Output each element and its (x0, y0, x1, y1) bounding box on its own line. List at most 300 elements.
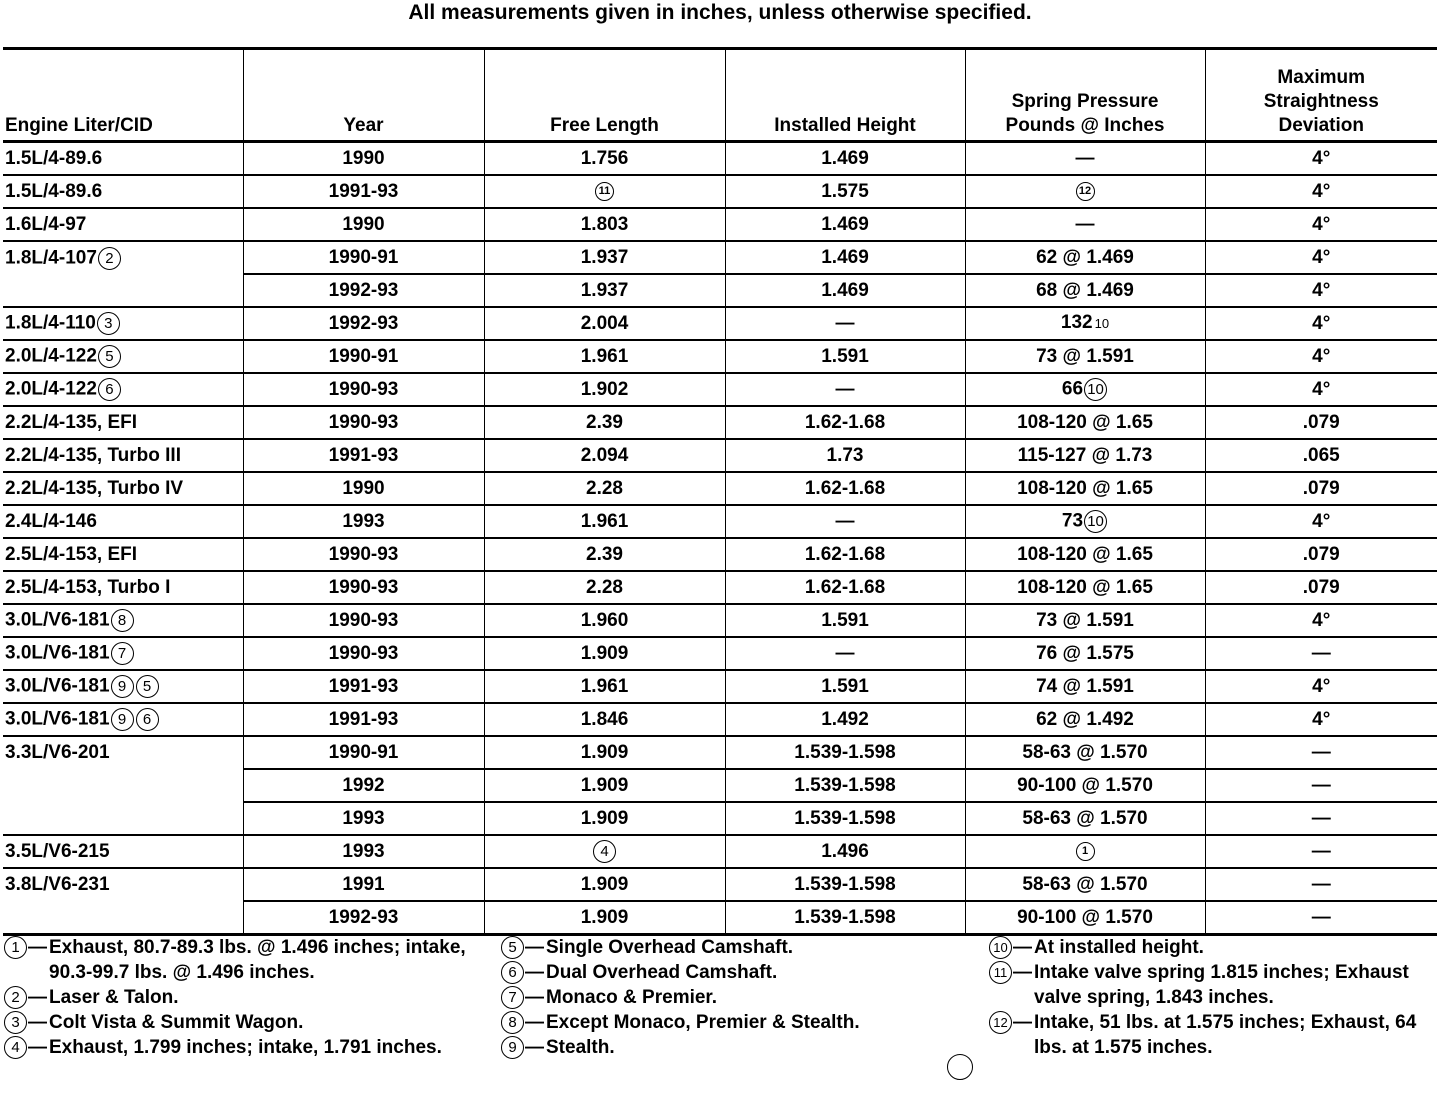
footnote-text: Exhaust, 80.7-89.3 lbs. @ 1.496 inches; intake, 90.3-99.7 lbs. @ 1.496 inches. (49, 937, 466, 983)
table-row (3, 868, 1437, 901)
free-length-cell (484, 802, 725, 835)
deviation-cell (1205, 538, 1437, 571)
deviation-cell (1205, 175, 1437, 208)
free-length-cell (484, 835, 725, 868)
deviation-cell (1205, 835, 1437, 868)
table-body (3, 142, 1437, 935)
installed-height-cell-text: 1.62-1.68 (804, 576, 886, 598)
footnote-item (500, 935, 940, 960)
footnote-marker-icon: 11 (595, 182, 614, 201)
footnote-marker-icon: 9 (111, 708, 134, 731)
engine-cell (3, 406, 243, 439)
spring-pressure-cell (965, 571, 1205, 604)
footnote-marker-icon: 6 (136, 708, 159, 731)
deviation-cell-text: — (1311, 741, 1331, 763)
deviation-cell-text: 4° (1312, 312, 1331, 334)
free-length-cell (484, 604, 725, 637)
footnote-marker-icon: 10 (989, 936, 1012, 959)
spring-pressure-cell (965, 703, 1205, 736)
engine-text: 2.5L/4-153, Turbo I (5, 576, 171, 598)
deviation-cell (1205, 307, 1437, 340)
free-length-cell-text: 1.902 (580, 378, 629, 400)
engine-cell (3, 373, 243, 406)
table-row (3, 142, 1437, 176)
table-row (3, 373, 1437, 406)
footnote-dash: — (28, 937, 47, 958)
footnote-item (500, 960, 940, 985)
deviation-cell-text: — (1311, 774, 1331, 796)
footnote-dash: — (525, 937, 544, 958)
installed-height-cell-text: 1.62-1.68 (804, 543, 886, 565)
free-length-cell-text: 2.28 (586, 576, 623, 598)
spring-pressure-cell (965, 472, 1205, 505)
free-length-cell-text: 1.909 (580, 906, 629, 928)
engine-cell (3, 538, 243, 571)
table-row (3, 637, 1437, 670)
engine-text: 2.2L/4-135, Turbo IV (5, 477, 184, 499)
engine-text: 2.2L/4-135, EFI (5, 411, 138, 433)
free-length-cell (484, 769, 725, 802)
free-length-cell-text: 1.960 (580, 609, 629, 631)
footnote-item (500, 1010, 940, 1035)
valve-spring-spec-table (3, 47, 1437, 936)
free-length-cell-text: 1.909 (580, 873, 629, 895)
footnote-marker-icon: 1 (1076, 842, 1095, 861)
footnote-marker-icon: 2 (4, 986, 27, 1009)
deviation-cell (1205, 340, 1437, 373)
footnote-ref-text: 10 (1094, 316, 1110, 331)
spring-pressure-cell (965, 538, 1205, 571)
installed-height-cell (725, 505, 965, 538)
engine-cell (3, 439, 243, 472)
spring-pressure-cell-text: 62 @ 1.492 (1036, 708, 1134, 730)
spring-pressure-cell (965, 802, 1205, 835)
footnote-text: At installed height. (1034, 937, 1204, 958)
engine-text: 2.2L/4-135, Turbo III (5, 444, 181, 466)
year-cell (243, 208, 484, 241)
free-length-cell-text: 1.961 (580, 675, 629, 697)
free-length-cell-text: 1.756 (580, 147, 629, 169)
spring-pressure-cell-text: — (1075, 147, 1095, 169)
deviation-cell-text: — (1311, 906, 1331, 928)
footnote-dash: — (28, 1012, 47, 1033)
installed-height-cell (725, 274, 965, 307)
deviation-cell-text: — (1311, 873, 1331, 895)
engine-text: 2.0L/4-122 (5, 345, 97, 367)
spring-pressure-cell (965, 274, 1205, 307)
spring-pressure-cell (965, 835, 1205, 868)
table-row (3, 769, 1437, 802)
footnote-item (988, 960, 1438, 1010)
year-cell-text: 1990-93 (328, 609, 399, 631)
engine-cell (3, 274, 243, 307)
year-cell-text: 1992-93 (328, 906, 399, 928)
year-cell (243, 637, 484, 670)
deviation-cell (1205, 637, 1437, 670)
free-length-cell (484, 307, 725, 340)
engine-text: 3.3L/V6-201 (5, 742, 110, 763)
year-cell-text: 1993 (342, 840, 385, 862)
installed-height-cell-text: 1.591 (821, 675, 869, 697)
measurement-note: All measurements given in inches, unless otherwise specified. (408, 1, 1032, 24)
installed-height-cell-text: 1.469 (821, 279, 869, 301)
year-cell (243, 769, 484, 802)
spring-pressure-cell (965, 406, 1205, 439)
engine-text: 2.0L/4-122 (5, 378, 97, 400)
installed-height-cell-text: 1.469 (821, 147, 869, 169)
installed-height-cell (725, 571, 965, 604)
footnote-text: Exhaust, 1.799 inches; intake, 1.791 inches. (49, 1037, 442, 1058)
deviation-cell (1205, 241, 1437, 274)
footnote-dash: — (1013, 962, 1032, 983)
header-spring-pressure-line1: Spring Pressure (1011, 91, 1159, 112)
installed-height-cell-text: 1.591 (821, 345, 869, 367)
spring-pressure-cell (965, 175, 1205, 208)
header-engine: Engine Liter/CID (3, 49, 243, 142)
engine-text: 1.5L/4-89.6 (5, 147, 103, 169)
circle-mark-icon (947, 1054, 973, 1080)
year-cell (243, 538, 484, 571)
year-cell (243, 472, 484, 505)
footnote-marker-icon: 4 (4, 1036, 27, 1059)
year-cell-text: 1990-93 (328, 576, 399, 598)
footnote-marker-icon: 2 (98, 247, 121, 270)
spring-pressure-cell-text: 73 (1061, 510, 1084, 532)
free-length-cell-text: 2.004 (580, 312, 629, 334)
table-row (3, 736, 1437, 769)
installed-height-cell-text: — (835, 510, 855, 532)
spring-pressure-cell-text: 108-120 @ 1.65 (1017, 543, 1153, 565)
installed-height-cell (725, 373, 965, 406)
footnote-marker-icon: 5 (136, 675, 159, 698)
engine-cell (3, 868, 243, 901)
deviation-cell (1205, 736, 1437, 769)
deviation-cell (1205, 406, 1437, 439)
year-cell-text: 1991-93 (328, 675, 399, 697)
year-cell-text: 1990-91 (328, 246, 399, 268)
year-cell-text: 1992-93 (328, 312, 399, 334)
deviation-cell-text: .065 (1302, 444, 1340, 466)
free-length-cell (484, 736, 725, 769)
spring-pressure-cell (965, 307, 1205, 340)
footnote-marker-icon: 6 (98, 378, 121, 401)
engine-cell (3, 505, 243, 538)
footnote-dash: — (1013, 1012, 1032, 1033)
year-cell (243, 373, 484, 406)
deviation-cell-text: .079 (1302, 477, 1340, 499)
free-length-cell (484, 472, 725, 505)
installed-height-cell (725, 835, 965, 868)
deviation-cell (1205, 604, 1437, 637)
engine-text: 2.5L/4-153, EFI (5, 543, 138, 565)
footnote-marker-icon: 1 (4, 936, 27, 959)
table-row (3, 307, 1437, 340)
footnote-dash: — (525, 1012, 544, 1033)
footnote-dash: — (1013, 937, 1032, 958)
free-length-cell (484, 637, 725, 670)
footnote-marker-icon: 8 (501, 1011, 524, 1034)
year-cell-text: 1990-93 (328, 378, 399, 400)
table-row (3, 703, 1437, 736)
year-cell (243, 868, 484, 901)
header-spring-pressure-line2: Pounds @ Inches (1005, 115, 1165, 136)
footnote-dash: — (525, 962, 544, 983)
header-spring-pressure (965, 49, 1205, 142)
spring-pressure-cell-text: 66 (1061, 378, 1084, 400)
free-length-cell-text: 1.909 (580, 741, 629, 763)
spring-pressure-cell-text: 74 @ 1.591 (1036, 675, 1134, 697)
free-length-cell-text: 1.846 (580, 708, 629, 730)
installed-height-cell (725, 340, 965, 373)
footnote-item (988, 1010, 1438, 1060)
deviation-cell-text: 4° (1312, 609, 1331, 631)
spring-pressure-cell-text: 58-63 @ 1.570 (1022, 873, 1148, 895)
deviation-cell-text: 4° (1312, 147, 1331, 169)
free-length-cell-text: 2.39 (586, 543, 623, 565)
free-length-cell (484, 241, 725, 274)
installed-height-cell-text: — (835, 378, 855, 400)
header-max-line1: Maximum (1277, 67, 1366, 88)
installed-height-cell-text: 1.539-1.598 (794, 873, 896, 895)
deviation-cell-text: — (1311, 807, 1331, 829)
year-cell (243, 505, 484, 538)
engine-text: 3.0L/V6-181 (5, 708, 110, 730)
year-cell-text: 1990 (342, 477, 385, 499)
installed-height-cell (725, 307, 965, 340)
installed-height-cell-text: 1.575 (821, 180, 869, 202)
year-cell-text: 1991 (342, 873, 385, 895)
spring-pressure-cell-text: 108-120 @ 1.65 (1017, 576, 1153, 598)
deviation-cell-text: 4° (1312, 378, 1331, 400)
spring-pressure-cell (965, 637, 1205, 670)
spring-pressure-cell-text: 68 @ 1.469 (1036, 279, 1134, 301)
footnote-marker-icon: 4 (593, 840, 616, 863)
deviation-cell (1205, 670, 1437, 703)
table-row (3, 802, 1437, 835)
free-length-cell-text: 2.094 (580, 444, 629, 466)
deviation-cell-text: .079 (1302, 543, 1340, 565)
year-cell (243, 736, 484, 769)
engine-cell (3, 208, 243, 241)
installed-height-cell-text: 1.62-1.68 (804, 411, 886, 433)
footnote-text: Laser & Talon. (49, 987, 179, 1008)
footnote-marker-icon: 3 (4, 1011, 27, 1034)
footnote-marker-icon: 3 (97, 312, 120, 335)
engine-text: 3.8L/V6-231 (5, 874, 110, 895)
deviation-cell-text: .079 (1302, 411, 1340, 433)
spring-pressure-cell-text: — (1075, 213, 1095, 235)
spring-pressure-cell (965, 769, 1205, 802)
year-cell (243, 802, 484, 835)
header-max-deviation (1205, 49, 1437, 142)
year-cell-text: 1991-93 (328, 708, 399, 730)
deviation-cell-text: 4° (1312, 708, 1331, 730)
spring-pressure-cell (965, 241, 1205, 274)
engine-cell (3, 307, 243, 340)
deviation-cell (1205, 505, 1437, 538)
deviation-cell-text: 4° (1312, 279, 1331, 301)
engine-text: 3.0L/V6-181 (5, 675, 110, 697)
spring-pressure-cell-text: 90-100 @ 1.570 (1017, 906, 1153, 928)
installed-height-cell (725, 703, 965, 736)
year-cell (243, 175, 484, 208)
spring-pressure-cell-text: 108-120 @ 1.65 (1017, 411, 1153, 433)
footnote-item (3, 1035, 473, 1060)
year-cell (243, 571, 484, 604)
installed-height-cell-text: 1.492 (821, 708, 869, 730)
installed-height-cell (725, 175, 965, 208)
footnote-dash: — (28, 987, 47, 1008)
free-length-cell-text: 1.961 (580, 510, 629, 532)
footnote-marker-icon: 10 (1084, 510, 1107, 533)
installed-height-cell-text: 1.539-1.598 (794, 906, 896, 928)
spring-pressure-cell-text: 73 @ 1.591 (1036, 609, 1134, 631)
deviation-cell (1205, 703, 1437, 736)
footnote-marker-icon: 6 (501, 961, 524, 984)
deviation-cell (1205, 769, 1437, 802)
installed-height-cell-text: 1.539-1.598 (794, 774, 896, 796)
installed-height-cell-text: 1.496 (821, 840, 869, 862)
spring-pressure-cell-text: 58-63 @ 1.570 (1022, 741, 1148, 763)
deviation-cell (1205, 142, 1437, 176)
installed-height-cell-text: 1.469 (821, 246, 869, 268)
year-cell (243, 670, 484, 703)
spring-pressure-cell (965, 505, 1205, 538)
year-cell-text: 1991-93 (328, 444, 399, 466)
spring-pressure-cell-text: 108-120 @ 1.65 (1017, 477, 1153, 499)
installed-height-cell-text: 1.62-1.68 (804, 477, 886, 499)
free-length-cell (484, 505, 725, 538)
engine-text: 1.6L/4-97 (5, 213, 87, 235)
engine-cell (3, 604, 243, 637)
free-length-cell-text: 1.937 (580, 246, 629, 268)
installed-height-cell-text: 1.591 (821, 609, 869, 631)
year-cell-text: 1991-93 (328, 180, 399, 202)
spring-pressure-cell (965, 340, 1205, 373)
year-cell-text: 1990-91 (328, 345, 399, 367)
footnote-item (3, 935, 473, 985)
installed-height-cell (725, 802, 965, 835)
table-row (3, 538, 1437, 571)
spring-pressure-cell (965, 670, 1205, 703)
spring-pressure-cell-text: 62 @ 1.469 (1036, 246, 1134, 268)
installed-height-cell-text: 1.469 (821, 213, 869, 235)
free-length-cell (484, 670, 725, 703)
footnote-marker-icon: 5 (98, 345, 121, 368)
year-cell-text: 1990-93 (328, 642, 399, 664)
deviation-cell (1205, 439, 1437, 472)
year-cell (243, 703, 484, 736)
year-cell-text: 1992-93 (328, 279, 399, 301)
spring-pressure-cell-text: 58-63 @ 1.570 (1022, 807, 1148, 829)
table-row (3, 505, 1437, 538)
installed-height-cell (725, 637, 965, 670)
free-length-cell (484, 142, 725, 176)
footnote-marker-icon: 9 (111, 675, 134, 698)
footnotes-column-2 (500, 935, 940, 1060)
engine-cell (3, 736, 243, 769)
footnote-marker-icon: 8 (111, 609, 134, 632)
table-row (3, 670, 1437, 703)
deviation-cell (1205, 901, 1437, 935)
footnote-item (500, 1035, 940, 1060)
year-cell-text: 1990-93 (328, 411, 399, 433)
engine-cell (3, 472, 243, 505)
spring-pressure-cell-text: 73 @ 1.591 (1036, 345, 1134, 367)
header-row (3, 49, 1437, 142)
installed-height-cell (725, 472, 965, 505)
footnote-marker-icon: 9 (501, 1036, 524, 1059)
footnote-dash: — (525, 987, 544, 1008)
footnotes-column-3 (988, 935, 1438, 1060)
table-row (3, 571, 1437, 604)
free-length-cell (484, 571, 725, 604)
footnote-text: Intake, 51 lbs. at 1.575 inches; Exhaust, 64 lbs. at 1.575 inches. (1034, 1012, 1417, 1058)
installed-height-cell (725, 736, 965, 769)
year-cell-text: 1990-91 (328, 741, 399, 763)
deviation-cell-text: — (1311, 642, 1331, 664)
engine-cell (3, 802, 243, 835)
spring-pressure-cell (965, 901, 1205, 935)
year-cell (243, 901, 484, 935)
spring-pressure-cell (965, 373, 1205, 406)
footnote-marker-icon: 7 (111, 642, 134, 665)
footnote-text: Intake valve spring 1.815 inches; Exhaust valve spring, 1.843 inches. (1034, 962, 1409, 1008)
installed-height-cell (725, 538, 965, 571)
free-length-cell (484, 175, 725, 208)
footnote-dash: — (525, 1037, 544, 1058)
deviation-cell (1205, 802, 1437, 835)
engine-cell (3, 340, 243, 373)
free-length-cell (484, 868, 725, 901)
spring-pressure-cell-text: 132 (1060, 312, 1093, 333)
spring-pressure-cell (965, 439, 1205, 472)
deviation-cell-text: 4° (1312, 510, 1331, 532)
engine-text: 2.4L/4-146 (5, 510, 97, 532)
free-length-cell (484, 901, 725, 935)
engine-cell (3, 241, 243, 274)
deviation-cell-text: 4° (1312, 675, 1331, 697)
spring-pressure-cell (965, 868, 1205, 901)
table-row (3, 241, 1437, 274)
footnote-text: Monaco & Premier. (546, 987, 718, 1008)
deviation-cell-text: 4° (1312, 180, 1331, 202)
engine-text: 1.5L/4-89.6 (5, 180, 103, 202)
table-row (3, 472, 1437, 505)
engine-cell (3, 670, 243, 703)
year-cell (243, 274, 484, 307)
free-length-cell (484, 703, 725, 736)
footnote-text: Colt Vista & Summit Wagon. (49, 1012, 304, 1033)
installed-height-cell (725, 406, 965, 439)
year-cell (243, 835, 484, 868)
table-row (3, 208, 1437, 241)
installed-height-cell (725, 604, 965, 637)
installed-height-cell (725, 868, 965, 901)
footnote-marker-icon: 11 (989, 961, 1012, 984)
year-cell (243, 604, 484, 637)
header-free-length: Free Length (484, 49, 725, 142)
free-length-cell (484, 538, 725, 571)
free-length-cell-text: 1.803 (580, 213, 629, 235)
year-cell (243, 406, 484, 439)
deviation-cell-text: 4° (1312, 246, 1331, 268)
installed-height-cell (725, 670, 965, 703)
free-length-cell-text: 1.909 (580, 807, 629, 829)
deviation-cell-text: .079 (1302, 576, 1340, 598)
installed-height-cell (725, 901, 965, 935)
spring-pressure-cell (965, 736, 1205, 769)
